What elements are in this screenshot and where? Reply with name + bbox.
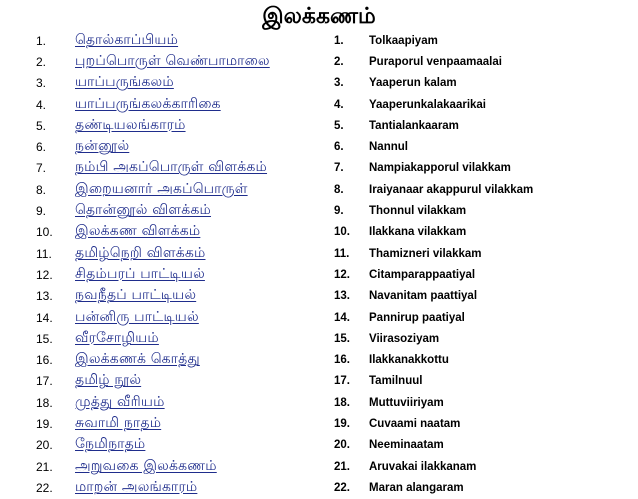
list-item-number: 7. [334, 162, 344, 175]
list-item-number: 8. [36, 182, 47, 197]
tamil-title-link[interactable]: தொல்காப்பியம் [75, 31, 179, 48]
transliterated-title: Navanitam paattiyal [369, 290, 478, 303]
list-item [334, 73, 533, 94]
transliterated-title: Yaaperunkalakaarikai [369, 98, 486, 111]
list-item-number: 18. [334, 396, 350, 409]
list-item [334, 264, 533, 285]
tamil-title-link[interactable]: இறையனார் அகப்பொருள் [75, 180, 248, 197]
list-item [0, 264, 270, 285]
tamil-title-link[interactable]: தமிழ் நூல் [75, 372, 142, 389]
list-item [0, 307, 270, 328]
tamil-title-link[interactable]: சிதம்பரப் பாட்டியல் [75, 265, 205, 282]
list-item-number: 14. [36, 310, 53, 325]
list-item-number: 6. [334, 141, 344, 154]
list-item [334, 307, 533, 328]
list-item-number: 12. [36, 267, 53, 282]
list-item-number: 1. [36, 33, 47, 48]
list-item-number: 4. [334, 98, 344, 111]
list-item-number: 13. [334, 290, 350, 303]
list-item [334, 243, 533, 264]
list-item-number: 1. [334, 34, 344, 47]
list-item-number: 2. [36, 54, 47, 69]
list-item [334, 413, 533, 434]
tamil-title-link[interactable]: வீரசோழியம் [75, 329, 159, 346]
transliterated-title: Yaaperun kalam [369, 77, 457, 90]
list-item-number: 21. [334, 460, 350, 473]
list-item [0, 200, 270, 221]
list-item-number: 16. [36, 353, 53, 368]
transliterated-title: Neeminaatam [369, 439, 444, 452]
list-item [334, 328, 533, 349]
list-item-number: 20. [36, 438, 53, 453]
list-item-number: 3. [36, 76, 47, 91]
list-item [0, 115, 270, 136]
tamil-title-link[interactable]: மாறன் அலங்காரம் [75, 478, 198, 495]
list-item [0, 73, 270, 94]
list-item [334, 94, 533, 115]
list-item-number: 6. [36, 140, 47, 155]
list-item-number: 16. [334, 354, 350, 367]
list-item-number: 17. [334, 375, 350, 388]
transliterated-title: Tolkaapiyam [369, 34, 438, 47]
list-item [0, 51, 270, 72]
transliterated-title: Thamizneri vilakkam [369, 247, 482, 260]
list-item [0, 413, 270, 434]
list-item [334, 158, 533, 179]
tamil-title-link[interactable]: தொன்னூல் விளக்கம் [75, 202, 212, 219]
list-item-number: 14. [334, 311, 350, 324]
list-item [334, 456, 533, 477]
list-item [334, 222, 533, 243]
list-item [0, 243, 270, 264]
list-item [334, 30, 533, 51]
list-item-number: 17. [36, 374, 53, 389]
list-item-number: 12. [334, 268, 350, 281]
transliterated-title: Aruvakai ilakkanam [369, 460, 477, 473]
transliterated-title: Puraporul venpaamaalai [369, 55, 502, 68]
tamil-title-link[interactable]: முத்து வீரியம் [75, 393, 165, 410]
list-item [334, 392, 533, 413]
list-item [0, 136, 270, 157]
list-item-number: 22. [334, 481, 350, 494]
list-item-number: 22. [36, 480, 53, 495]
transliterated-title: Viirasoziyam [369, 332, 440, 345]
transliterated-title: Tamilnuul [369, 375, 423, 388]
list-item [0, 435, 270, 456]
tamil-title-link[interactable]: நன்னூல் [75, 138, 130, 155]
list-item [0, 222, 270, 243]
transliterated-title: Nannul [369, 141, 408, 154]
list-item [334, 371, 533, 392]
list-item [0, 286, 270, 307]
list-item [0, 456, 270, 477]
list-item [0, 30, 270, 51]
list-item-number: 5. [334, 119, 344, 132]
list-item-number: 3. [334, 77, 344, 90]
tamil-title-link[interactable]: நவநீதப் பாட்டியல் [75, 287, 197, 304]
list-item-number: 19. [334, 417, 350, 430]
transliterated-title: Muttuviiriyam [369, 396, 444, 409]
list-item-number: 11. [334, 247, 350, 260]
list-item [0, 179, 270, 200]
tamil-title-link[interactable]: பன்னிரு பாட்டியல் [75, 308, 199, 325]
list-item [0, 158, 270, 179]
list-item [0, 328, 270, 349]
list-item-number: 10. [334, 226, 350, 239]
transliterated-title: Cuvaami naatam [369, 417, 461, 430]
list-item-number: 4. [36, 97, 47, 112]
tamil-title-link[interactable]: இலக்கணக் கொத்து [75, 351, 200, 368]
list-item [334, 200, 533, 221]
list-item [334, 136, 533, 157]
tamil-title-link[interactable]: தமிழ்நெறி விளக்கம் [75, 244, 206, 261]
page-title: இலக்கணம் [262, 4, 376, 29]
list-item [334, 477, 533, 498]
tamil-title-link[interactable]: நம்பி அகப்பொருள் விளக்கம் [75, 159, 268, 176]
list-item [334, 286, 533, 307]
list-item [334, 349, 533, 370]
tamil-title-link[interactable]: யாப்பருங்கலக்காரிகை [75, 95, 221, 112]
list-item-number: 18. [36, 395, 53, 410]
list-item-number: 7. [36, 161, 47, 176]
list-item-number: 19. [36, 416, 53, 431]
tamil-grammar-list [0, 30, 270, 499]
list-item-number: 11. [36, 246, 52, 261]
list-item-number: 9. [334, 205, 344, 218]
list-item [0, 392, 270, 413]
transliterated-title: Nampiakapporul vilakkam [369, 162, 511, 175]
transliterated-title: Pannirup paatiyal [369, 311, 465, 324]
transliterated-title: Maran alangaram [369, 481, 464, 494]
list-item [0, 477, 270, 498]
list-item-number: 13. [36, 289, 53, 304]
list-item [0, 349, 270, 370]
list-item-number: 21. [36, 459, 53, 474]
list-item [0, 371, 270, 392]
list-item [0, 94, 270, 115]
tamil-title-link[interactable]: புறப்பொருள் வெண்பாமாலை [75, 52, 270, 69]
transliterated-title: Thonnul vilakkam [369, 205, 467, 218]
transliterated-title: Iraiyanaar akappurul vilakkam [369, 183, 534, 196]
tamil-title-link[interactable]: யாப்பருங்கலம் [75, 74, 174, 91]
tamil-title-link[interactable]: அறுவகை இலக்கணம் [75, 457, 217, 474]
list-item-number: 15. [334, 332, 350, 345]
list-item [334, 179, 533, 200]
list-item [334, 115, 533, 136]
tamil-title-link[interactable]: நேமிநாதம் [75, 436, 146, 453]
tamil-title-link[interactable]: சுவாமி நாதம் [75, 414, 162, 431]
list-item [334, 435, 533, 456]
list-item-number: 9. [36, 204, 47, 219]
list-item [334, 51, 533, 72]
list-item-number: 8. [334, 183, 344, 196]
transliterated-title: Ilakkanakkottu [369, 354, 449, 367]
transliteration-list [334, 30, 533, 499]
list-item-number: 20. [334, 439, 350, 452]
list-item-number: 5. [36, 118, 47, 133]
transliterated-title: Ilakkana vilakkam [369, 226, 467, 239]
tamil-title-link[interactable]: இலக்கண விளக்கம் [75, 223, 201, 240]
tamil-title-link[interactable]: தண்டியலங்காரம் [75, 116, 186, 133]
transliterated-title: Tantialankaaram [369, 119, 459, 132]
list-item-number: 10. [36, 225, 53, 240]
list-item-number: 2. [334, 55, 344, 68]
list-item-number: 15. [36, 331, 53, 346]
transliterated-title: Citamparappaatiyal [369, 268, 476, 281]
